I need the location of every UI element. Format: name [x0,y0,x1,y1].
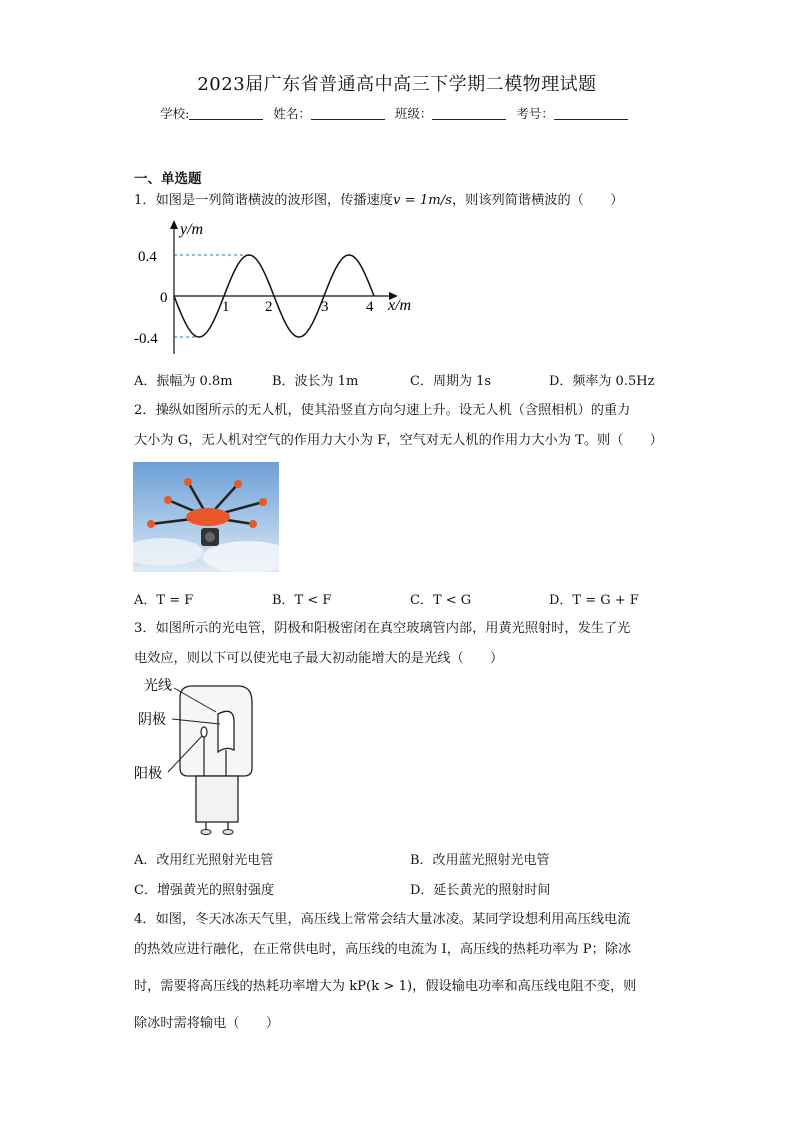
school-label: 学校: [160,106,190,121]
q1-formula: v = 1m/s [392,193,452,208]
wave-graph [134,214,434,364]
pin-icon [201,830,211,835]
q3-option-b[interactable]: B．改用蓝光照射光电管 [410,853,550,868]
y-axis-label: y/m [180,221,204,238]
q2-option-a[interactable]: A．T = F [134,593,194,608]
q1-option-b[interactable]: B．波长为 1m [272,374,359,389]
anode-electrode [201,727,207,737]
anode-label: 阳极 [134,767,162,782]
q1-option-a[interactable]: A．振幅为 0.8m [134,374,233,389]
y-tick-0-4: 0.4 [138,249,157,265]
student-info-line [0,104,794,122]
exam-number-label: 考号： [516,106,554,121]
q1-option-d[interactable]: D．频率为 0.5Hz [549,374,655,389]
cathode-plate [218,711,234,752]
cathode-label: 阴极 [138,713,166,728]
question-2-line-2: 大小为 G，无人机对空气的作用力大小为 F，空气对无人机的作用力大小为 T。则（ ） [134,433,663,448]
y-axis-arrow [170,220,178,229]
x-tick-2: 2 [265,299,273,315]
name-blank[interactable] [311,107,385,120]
q2-option-d[interactable]: D．T = G + F [549,593,639,608]
page-title: 2023届广东省普通高中高三下学期二模物理试题 [197,74,597,95]
x-tick-3: 3 [321,299,329,315]
name-label: 姓名： [273,106,311,121]
q2-option-c[interactable]: C．T < G [410,593,472,608]
q2-option-b[interactable]: B．T < F [272,593,332,608]
question-3-line-2: 电效应，则以下可以使光电子最大初动能增大的是光线（ ） [134,651,504,666]
question-2-line-1: 2．操纵如图所示的无人机，使其沿竖直方向匀速上升。设无人机（含照相机）的重力 [134,403,631,418]
school-blank[interactable] [189,107,263,120]
tube-base [196,776,238,822]
x-axis-label: x/m [388,297,412,314]
class-label: 班级： [394,106,433,121]
drone-photo [133,462,279,572]
pin-icon [223,830,233,835]
exam-number-blank[interactable] [554,107,628,120]
q3-option-a[interactable]: A．改用红光照射光电管 [134,853,274,868]
question-4-line-2: 的热效应进行融化，在正常供电时，高压线的电流为 I，高压线的热耗功率为 P；除冰 [134,942,632,957]
y-tick-neg-0-4: -0.4 [134,331,158,347]
q3-option-c[interactable]: C．增强黄光的照射强度 [134,883,274,898]
y-tick-0: 0 [160,290,168,306]
light-label: 光线 [144,679,172,694]
x-tick-4: 4 [366,299,374,315]
question-4-line-1: 4．如图，冬天冰冻天气里，高压线上常常会结大量冰凌。某同学设想利用高压线电流 [134,912,631,927]
phototube-diagram [134,672,264,840]
question-3-line-1: 3．如图所示的光电管，阴极和阳极密闭在真空玻璃管内部，用黄光照射时，发生了光 [134,621,631,636]
class-blank[interactable] [432,107,506,120]
glass-tube [180,686,252,776]
question-1-stem: 1．如图是一列简谐横波的波形图，传播速度v = 1m/s，则该列简谐横波的（ ） [134,193,624,208]
section-title: 一、单选题 [134,171,202,187]
x-tick-1: 1 [222,299,230,315]
drone-body [186,508,230,526]
question-4-line-3: 时，需要将高压线的热耗功率增大为 kP(k > 1)，假设输电功率和高压线电阻不变，则 [134,979,637,994]
q1-option-c[interactable]: C．周期为 1s [410,374,492,389]
question-4-line-4: 除冰时需将输电（ ） [134,1016,280,1031]
q3-option-d[interactable]: D．延长黄光的照射时间 [410,883,551,898]
